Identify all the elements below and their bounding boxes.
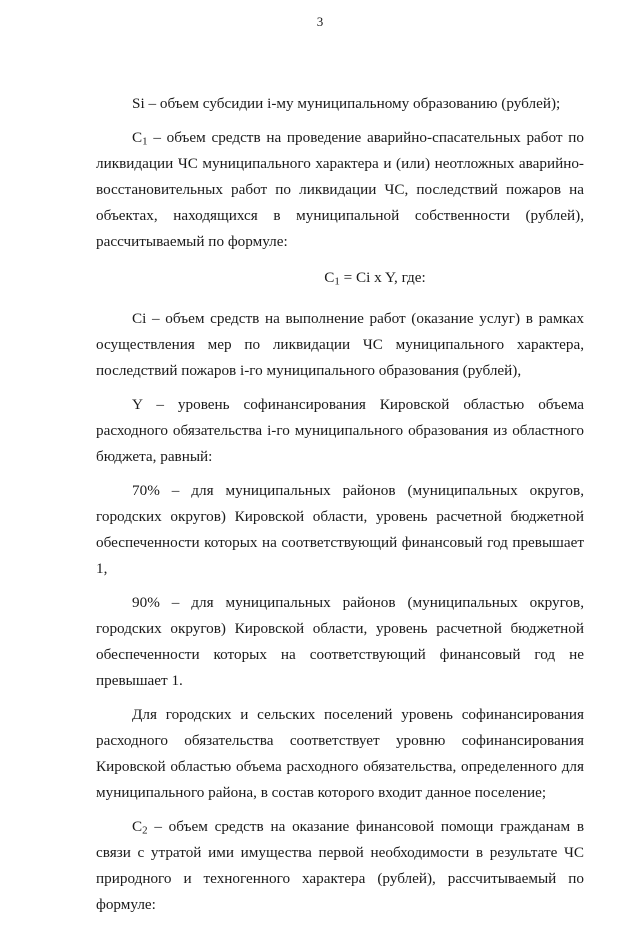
paragraph-c1: [96, 125, 584, 255]
c1-symbol: C: [132, 129, 143, 146]
c2-symbol: C: [132, 818, 143, 835]
paragraph-90-percent: 90% – для муниципальных районов (муниципальных округов, городских округов) Кировской области, уровень расчетной бюджетной обеспеченности которых на соответствующий финансовый год не превышает 1.: [96, 594, 584, 689]
formula-expression: = Ci x Y, где:: [339, 269, 426, 286]
formula-c1: [96, 265, 584, 291]
paragraph-y: Y – уровень софинансирования Кировской областью объема расходного обязательства i-го муниципального образования из областного бюджета, равный:: [96, 396, 584, 465]
c1-subscript: 1: [142, 135, 148, 148]
paragraph-si: Si – объем субсидии i-му муниципальному образованию (рублей);: [132, 95, 561, 112]
paragraph-settlements: Для городских и сельских поселений уровень софинансирования расходного обязательства соответствует уровню софинансирования Кировской областью объема расходного обязательства, определенного для муниципального района, в состав которого входит данное поселение;: [96, 706, 584, 801]
paragraph-70-percent: 70% – для муниципальных районов (муниципальных округов, городских округов) Кировской области, уровень расчетной бюджетной обеспеченности которых на соответствующий финансовый год превышает 1,: [96, 482, 584, 577]
paragraph-ci: Ci – объем средств на выполнение работ (оказание услуг) в рамках осуществления мер по ликвидации ЧС муниципального характера, последствий пожаров i-го муниципального образования (рублей),: [96, 310, 584, 379]
document-body: [96, 91, 584, 926]
c1-definition: – объем средств на проведение аварийно-спасательных работ по ликвидации ЧС муниципального характера и (или) неотложных аварийно-восстановительных работ по ликвидации ЧС, последствий пожаров на объектах, находящихся в муниципальной собственности (рублей), рассчитываемый по формуле:: [96, 129, 584, 250]
page-number: 3: [316, 14, 324, 29]
paragraph-c2: [96, 814, 584, 918]
formula-subscript: 1: [334, 275, 340, 288]
c2-subscript: 2: [142, 824, 148, 837]
formula-symbol: C: [324, 269, 335, 286]
c2-definition: – объем средств на оказание финансовой помощи гражданам в связи с утратой ими имущества первой необходимости в результате ЧС природного и техногенного характера (рублей), рассчитываемый по формуле:: [96, 818, 584, 913]
